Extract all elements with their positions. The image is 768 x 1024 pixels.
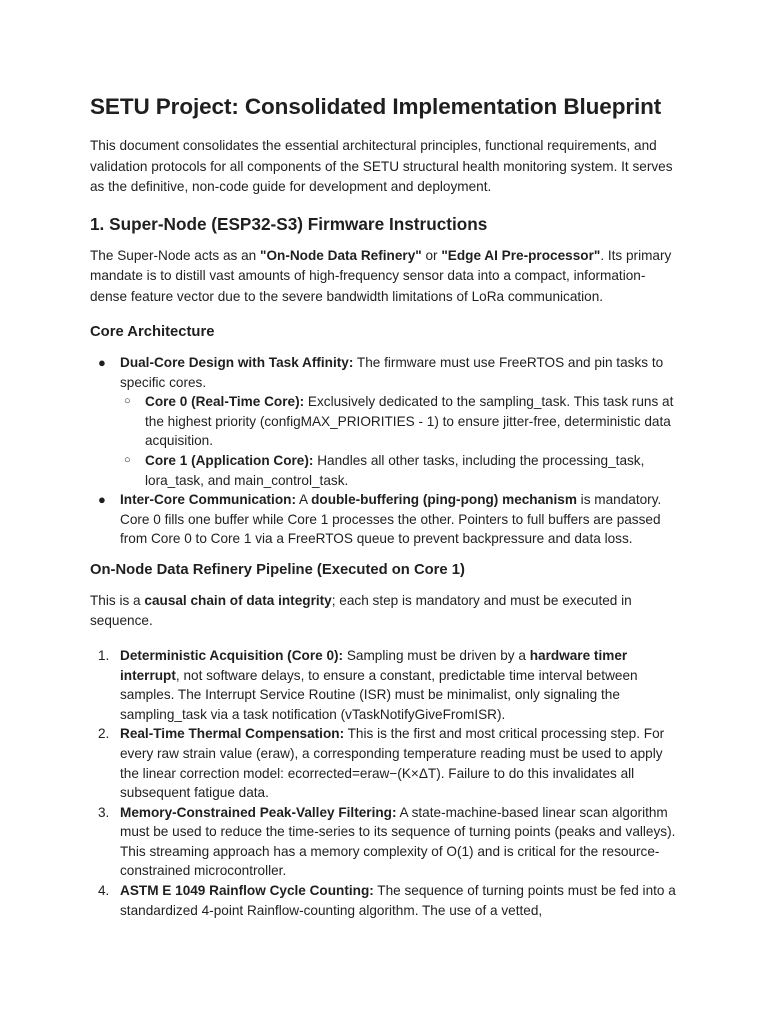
pipeline-intro: This is a causal chain of data integrity; each step is mandatory and must be executed in sequence. [90, 592, 632, 629]
pipeline-heading: On-Node Data Refinery Pipeline (Executed on Core 1) [90, 561, 465, 578]
document-title: SETU Project: Consolidated Implementation Blueprint [90, 94, 662, 119]
hollow-bullet-icon: ○ [124, 453, 131, 466]
pipeline-steps [90, 646, 678, 920]
list-item: 3. Memory-Constrained Peak-Valley Filtering: A state-machine-based linear scan algorithm must be used to reduce the time-series to its sequence of turning points (peaks and valleys). This streaming approach has a memory complexity of O(1) and is critical for the resource-constrained microcontroller. [98, 804, 676, 879]
hollow-bullet-icon: ○ [124, 395, 131, 408]
bullet-icon: ● [98, 355, 106, 370]
list-item: 2. Real-Time Thermal Compensation: This is the first and most critical processing step. For every raw strain value (eraw), a corresponding temperature reading must be used to apply the linear correction model: ecorrected=eraw−(K×ΔT). Failure to do this invalidates all subsequent fatigue data. [98, 726, 665, 801]
core-architecture-heading: Core Architecture [90, 324, 215, 340]
section-1-heading: 1. Super-Node (ESP32-S3) Firmware Instructions [90, 213, 488, 234]
sub-list-item: ○ Core 0 (Real-Time Core): Exclusively dedicated to the sampling_task. This task runs at the highest priority (configMAX_PRIORITIES - 1) to ensure jitter-free, deterministic data acquisition. [124, 394, 674, 449]
list-item: ● Dual-Core Design with Task Affinity: The firmware must use FreeRTOS and pin tasks to specific cores. ○ Core 0 (Real-Time Core): Exclusively dedicated to the sampling_task. This task runs at the highest priority (configMAX_PRIORITIES - 1) to ensure jitter-free, deterministic data acquisition. ○ Core 1 (Application Core): Handles all other tasks, including the processing_task, lora_task, and main_control_task. [90, 353, 678, 490]
core-architecture-list [90, 353, 678, 549]
list-item: 1. Deterministic Acquisition (Core 0): Sampling must be driven by a hardware timer interrupt, not software delays, to ensure a constant, predictable time interval between samples. The Interrupt Service Routine (ISR) must be minimalist, only signaling the sampling_task via a task notification (vTaskNotifyGiveFromISR). [98, 647, 638, 722]
intro-paragraph: This document consolidates the essential architectural principles, functional requirements, and validation protocols for all components of the SETU structural health monitoring system. It serves as the definitive, non-code guide for development and deployment. [90, 138, 673, 194]
section-1-paragraph: The Super-Node acts as an "On-Node Data Refinery" or "Edge AI Pre-processor". Its primary mandate is to distill vast amounts of high-frequency sensor data into a compact, information-dense feature vector due to the severe bandwidth limitations of LoRa communication. [90, 247, 672, 304]
list-item: ● Inter-Core Communication: A double-buffering (ping-pong) mechanism is mandatory. Core 0 fills one buffer while Core 1 processes the other. Pointers to full buffers are passed from Core 0 to Core 1 via a FreeRTOS queue to prevent backpressure and data loss. [98, 492, 662, 547]
sub-list [120, 392, 678, 490]
bullet-icon: ● [98, 492, 106, 508]
list-item: 4. ASTM E 1049 Rainflow Cycle Counting: The sequence of turning points must be fed into a standardized 4-point Rainflow-counting algorithm. The use of a vetted, [98, 883, 676, 918]
sub-list-item: ○ Core 1 (Application Core): Handles all other tasks, including the processing_task, lora_task, and main_control_task. [124, 452, 645, 488]
